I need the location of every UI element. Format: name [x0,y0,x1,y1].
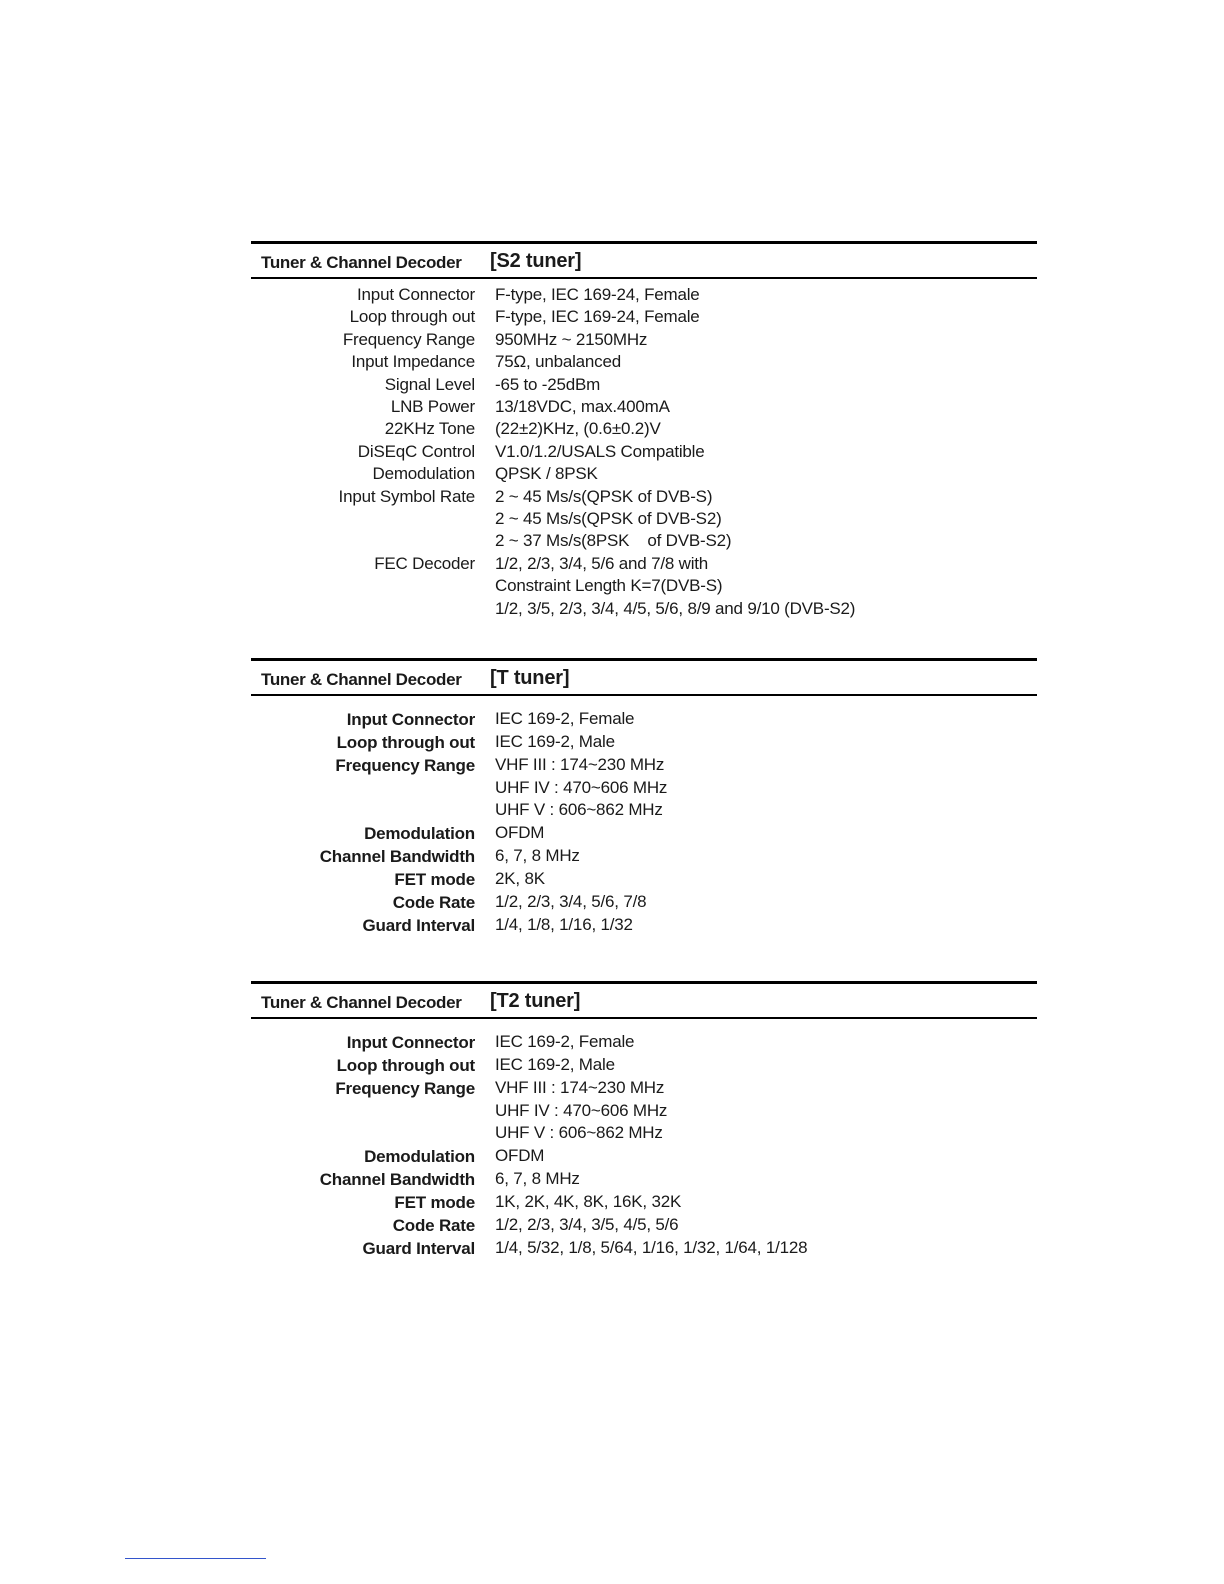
spec-value: UHF V : 606~862 MHz [495,800,663,820]
spec-row [251,1054,1037,1077]
spec-value: 1/2, 2/3, 3/4, 5/6, 7/8 [495,891,647,911]
spec-value: 75Ω, unbalanced [495,352,621,372]
spec-section-s2-tuner [251,241,1037,620]
spec-value: VHF III : 174~230 MHz [495,1078,665,1097]
footer-divider [125,1558,266,1559]
spec-key: Frequency Range [342,329,475,349]
spec-row [251,1168,1037,1191]
spec-value: QPSK / 8PSK [495,464,598,484]
spec-key: Input Symbol Rate [338,486,475,506]
spec-key: Frequency Range [335,1079,475,1098]
spec-value: F-type, IEC 169-24, Female [495,285,700,304]
spec-value: 2 ~ 45 Ms/s(QPSK of DVB-S) [495,486,713,506]
spec-row [251,1145,1037,1168]
spec-value: UHF V : 606~862 MHz [495,1123,663,1143]
spec-key: Channel Bandwidth [319,846,475,866]
spec-key: Loop through out [336,1056,475,1075]
spec-key: Loop through out [336,733,475,752]
spec-value: 2K, 8K [495,868,545,888]
spec-row [251,463,1037,485]
spec-row [251,914,1037,937]
spec-row [251,1077,1037,1145]
spec-row [251,418,1037,440]
spec-value: IEC 169-2, Male [495,1055,615,1074]
section-tag: [S2 tuner] [490,250,582,272]
spec-key: Code Rate [392,892,475,912]
spec-value: Constraint Length K=7(DVB-S) [495,576,723,596]
spec-value: 2 ~ 45 Ms/s(QPSK of DVB-S2) [495,509,722,529]
spec-row [251,374,1037,396]
spec-row [251,486,1037,553]
section-label: Tuner & Channel Decoder [261,253,462,272]
spec-value: 950MHz ~ 2150MHz [495,329,648,349]
spec-value: IEC 169-2, Male [495,732,615,751]
spec-value: 2 ~ 37 Ms/s(8PSK of DVB-S2) [495,531,732,551]
spec-key: Guard Interval [362,915,475,935]
spec-key: Channel Bandwidth [319,1169,475,1189]
spec-key: Demodulation [372,464,475,484]
spec-key: Code Rate [392,1215,475,1235]
spec-row [251,1191,1037,1214]
spec-key: Input Connector [346,1033,475,1052]
spec-row [251,441,1037,463]
spec-row [251,845,1037,868]
spec-value: OFDM [495,1145,545,1165]
spec-row [251,1214,1037,1237]
spec-value: VHF III : 174~230 MHz [495,755,665,774]
spec-value: OFDM [495,822,545,842]
spec-row [251,822,1037,845]
spec-value: 1/2, 2/3, 3/4, 3/5, 4/5, 5/6 [495,1214,679,1234]
spec-key: Demodulation [364,823,475,843]
spec-key: FET mode [394,869,475,889]
spec-key: Demodulation [364,1146,475,1166]
spec-key: Input Connector [357,285,475,304]
spec-value: IEC 169-2, Female [495,709,635,728]
section-header [251,658,1037,696]
spec-value: 6, 7, 8 MHz [495,845,580,865]
spec-row [251,553,1037,620]
spec-row [251,329,1037,351]
spec-key: LNB Power [390,397,475,417]
spec-value: 1/2, 3/5, 2/3, 3/4, 4/5, 5/6, 8/9 and 9/10 (DVB-S2) [495,598,856,618]
section-header [251,981,1037,1019]
spec-value: 1/4, 5/32, 1/8, 5/64, 1/16, 1/32, 1/64, 1/128 [495,1237,808,1257]
spec-key: Input Impedance [351,352,475,372]
spec-value: 1/2, 2/3, 3/4, 5/6 and 7/8 with [495,553,709,573]
spec-key: Frequency Range [335,756,475,775]
section-tag: [T tuner] [490,667,570,689]
spec-key: 22KHz Tone [384,419,475,439]
spec-key: FEC Decoder [374,553,475,573]
spec-section-t2-tuner [251,981,1037,1260]
spec-row [251,708,1037,731]
spec-value: 6, 7, 8 MHz [495,1168,580,1188]
spec-rows [251,708,1037,937]
spec-row [251,1237,1037,1260]
spec-value: IEC 169-2, Female [495,1032,635,1051]
spec-value: V1.0/1.2/USALS Compatible [495,441,705,461]
spec-row [251,868,1037,891]
spec-value: 1K, 2K, 4K, 8K, 16K, 32K [495,1191,682,1211]
section-label: Tuner & Channel Decoder [261,670,462,689]
spec-key: Signal Level [384,374,475,394]
spec-rows [251,284,1037,620]
spec-rows [251,1031,1037,1260]
spec-value: UHF IV : 470~606 MHz [495,777,668,797]
spec-row [251,306,1037,328]
spec-value: 1/4, 1/8, 1/16, 1/32 [495,914,633,934]
spec-value: 13/18VDC, max.400mA [495,397,670,417]
spec-row [251,351,1037,373]
spec-key: Input Connector [346,710,475,729]
spec-row [251,396,1037,418]
section-label: Tuner & Channel Decoder [261,993,462,1012]
spec-section-t-tuner [251,658,1037,937]
spec-key: Guard Interval [362,1238,475,1258]
spec-row [251,891,1037,914]
section-header [251,241,1037,279]
spec-value: (22±2)KHz, (0.6±0.2)V [495,419,661,439]
section-tag: [T2 tuner] [490,990,581,1012]
spec-key: FET mode [394,1192,475,1212]
spec-value: UHF IV : 470~606 MHz [495,1100,668,1120]
spec-row [251,284,1037,306]
spec-row [251,731,1037,754]
spec-key: Loop through out [349,307,475,327]
spec-value: -65 to -25dBm [495,374,601,394]
spec-row [251,754,1037,822]
spec-key: DiSEqC Control [357,441,475,461]
spec-row [251,1031,1037,1054]
spec-value: F-type, IEC 169-24, Female [495,307,700,327]
